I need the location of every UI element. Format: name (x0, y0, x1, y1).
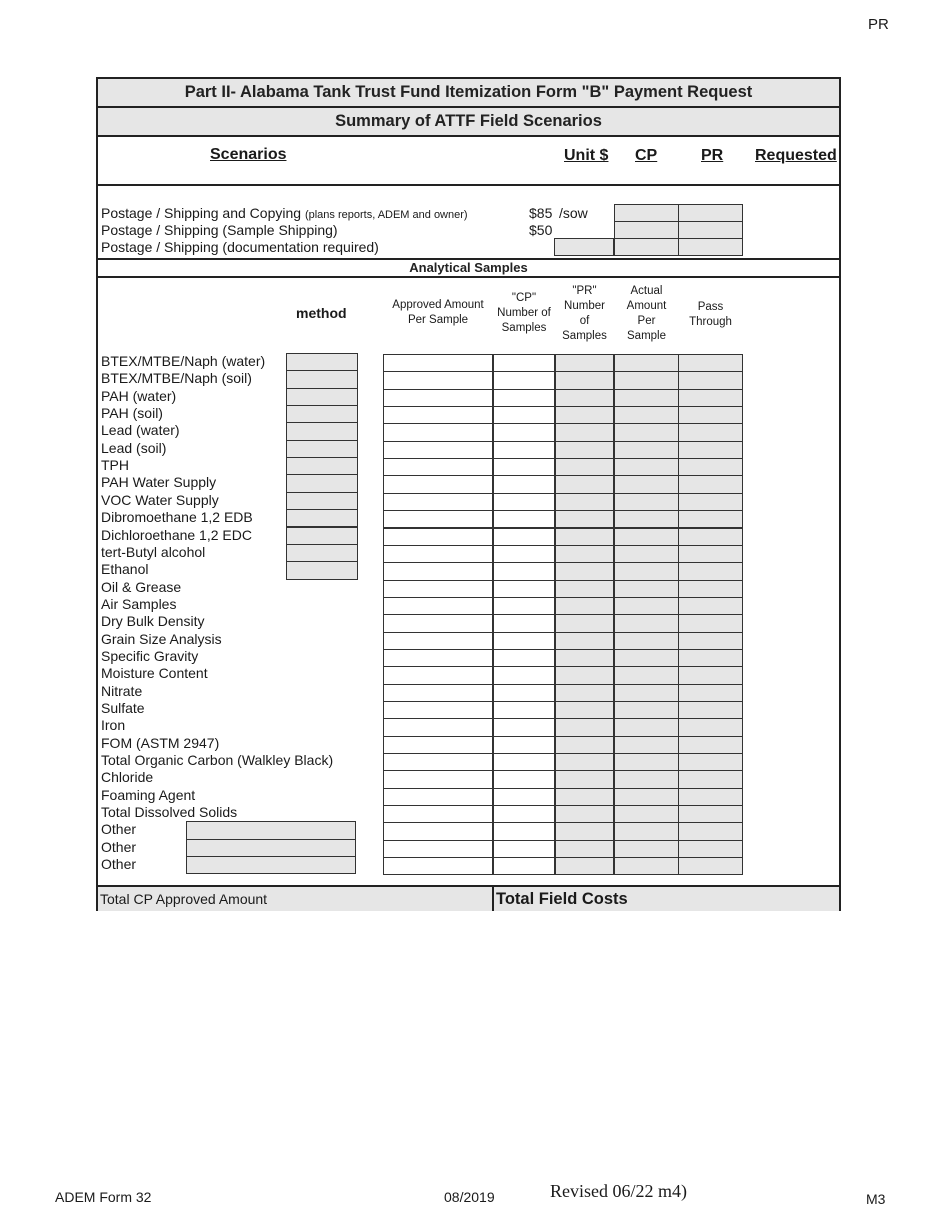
actual-header (614, 284, 679, 344)
other-description-cell[interactable] (186, 821, 356, 839)
analytical-row-label: Total Dissolved Solids (101, 804, 238, 821)
pass-through-cell[interactable] (678, 753, 743, 771)
actual-amount-cell[interactable] (614, 441, 679, 459)
actual-amount-cell[interactable] (614, 684, 679, 702)
other-description-cell[interactable] (186, 856, 356, 874)
pr-samples-cell[interactable] (555, 562, 614, 580)
pass-through-cell[interactable] (678, 632, 743, 650)
postage-unit-1: /sow (559, 205, 588, 221)
cp-samples-cell[interactable] (493, 649, 555, 667)
approved-amount-cell[interactable] (383, 493, 493, 511)
pass-through-cell[interactable] (678, 354, 743, 372)
postage-pr-1[interactable] (678, 204, 743, 222)
cp-samples-cell[interactable] (493, 562, 555, 580)
method-cell[interactable] (286, 457, 358, 475)
cp-samples-cell[interactable] (493, 718, 555, 736)
pr-samples-cell[interactable] (555, 857, 614, 875)
cp-samples-cell[interactable] (493, 822, 555, 840)
pr-samples-cell[interactable] (555, 528, 614, 546)
analytical-row-label: Dibromoethane 1,2 EDB (101, 509, 253, 526)
cp-samples-cell[interactable] (493, 580, 555, 598)
postage-label: Postage / Shipping and Copying (101, 205, 302, 221)
analytical-row-label: BTEX/MTBE/Naph (water) (101, 353, 266, 369)
actual-amount-cell[interactable] (614, 614, 679, 632)
approved-amount-cell[interactable] (383, 614, 493, 632)
analytical-row-label: Nitrate (101, 682, 143, 699)
actual-amount-cell[interactable] (614, 805, 679, 823)
actual-amount-cell[interactable] (614, 528, 679, 546)
cp-samples-cell[interactable] (493, 423, 555, 441)
cp-samples-cell[interactable] (493, 788, 555, 806)
pr-samples-cell[interactable] (555, 493, 614, 511)
pass-through-cell[interactable] (678, 649, 743, 667)
approved-amount-cell[interactable] (383, 701, 493, 719)
analytical-row-label: Dry Bulk Density (101, 613, 205, 630)
footer-code: M3 (866, 1191, 886, 1207)
cp-samples-cell[interactable] (493, 371, 555, 389)
analytical-row-label: Dichloroethane 1,2 EDC (101, 526, 252, 543)
actual-amount-cell[interactable] (614, 701, 679, 719)
pr-samples-cell[interactable] (555, 475, 614, 493)
analytical-row-label: Other (101, 821, 137, 838)
method-header: method (296, 305, 347, 321)
pass-through-cell[interactable] (678, 822, 743, 840)
analytical-row-label: Total Organic Carbon (Walkley Black) (101, 752, 334, 769)
cp-samples-cell[interactable] (493, 406, 555, 424)
postage-cp-2[interactable] (614, 221, 679, 239)
cp-samples-cell[interactable] (493, 389, 555, 407)
postage-price-1: $85 (529, 205, 553, 221)
approved-amount-cell[interactable] (383, 545, 493, 563)
cp-samples-cell[interactable] (493, 354, 555, 372)
postage-unit-3[interactable] (554, 238, 614, 256)
actual-amount-cell[interactable] (614, 857, 679, 875)
cp-samples-cell[interactable] (493, 528, 555, 546)
pr-samples-header (555, 284, 614, 344)
analytical-row-label: tert-Butyl alcohol (101, 543, 206, 560)
pr-samples-cell[interactable] (555, 441, 614, 459)
postage-cp-3[interactable] (614, 238, 679, 256)
pass-through-cell[interactable] (678, 736, 743, 754)
approved-amount-cell[interactable] (383, 718, 493, 736)
footer-date: 08/2019 (444, 1189, 495, 1205)
corner-label: PR (868, 16, 889, 33)
total-cp-approved: Total CP Approved Amount (98, 887, 492, 911)
approved-amount-cell[interactable] (383, 770, 493, 788)
method-cell[interactable] (286, 370, 358, 388)
pr-samples-cell[interactable] (555, 632, 614, 650)
method-cell[interactable] (286, 353, 358, 371)
pr-samples-cell[interactable] (555, 389, 614, 407)
col-requested: Requested (755, 147, 837, 164)
actual-amount-cell[interactable] (614, 788, 679, 806)
pr-samples-cell[interactable] (555, 458, 614, 476)
actual-amount-cell[interactable] (614, 753, 679, 771)
total-field-costs: Total Field Costs (494, 887, 839, 911)
cp-samples-cell[interactable] (493, 597, 555, 615)
actual-amount-cell[interactable] (614, 475, 679, 493)
analytical-row-label: Lead (water) (101, 422, 180, 439)
cp-samples-cell[interactable] (493, 701, 555, 719)
analytical-row-label: BTEX/MTBE/Naph (soil) (101, 370, 252, 387)
postage-note: (plans reports, ADEM and owner) (304, 209, 468, 221)
analytical-row-label: PAH (water) (101, 387, 177, 404)
analytical-row-label: Foaming Agent (101, 786, 196, 803)
pr-samples-cell[interactable] (555, 822, 614, 840)
analytical-row-label: Other (101, 838, 137, 855)
postage-pr-2[interactable] (678, 221, 743, 239)
pass-through-cell[interactable] (678, 718, 743, 736)
approved-amount-cell[interactable] (383, 580, 493, 598)
postage-price-2: $50 (529, 222, 553, 238)
approved-amount-cell[interactable] (383, 857, 493, 875)
approved-amount-cell[interactable] (383, 371, 493, 389)
footer-revised: Revised 06/22 m4) (550, 1181, 687, 1201)
analytical-row-label: Lead (soil) (101, 439, 167, 456)
header-line: Per Sample (407, 314, 469, 326)
cp-samples-cell[interactable] (493, 770, 555, 788)
pass-through-cell[interactable] (678, 441, 743, 459)
analytical-row-label: Iron (101, 717, 126, 734)
header-line: Samples (562, 330, 607, 342)
pr-samples-cell[interactable] (555, 770, 614, 788)
actual-amount-cell[interactable] (614, 493, 679, 511)
pass-through-cell[interactable] (678, 684, 743, 702)
analytical-row-label: Specific Gravity (101, 647, 199, 664)
approved-amount-cell[interactable] (383, 649, 493, 667)
pr-samples-cell[interactable] (555, 580, 614, 598)
form-title: Part II- Alabama Tank Trust Fund Itemization Form "B" Payment Request (98, 79, 839, 106)
postage-cp-1[interactable] (614, 204, 679, 222)
pr-samples-cell[interactable] (555, 736, 614, 754)
other-description-cell[interactable] (186, 839, 356, 857)
header-line: Per (637, 315, 656, 327)
approved-amount-cell[interactable] (383, 684, 493, 702)
cp-samples-cell[interactable] (493, 510, 555, 528)
actual-amount-cell[interactable] (614, 510, 679, 528)
pr-samples-cell[interactable] (555, 718, 614, 736)
pr-samples-cell[interactable] (555, 805, 614, 823)
pass-through-cell[interactable] (678, 493, 743, 511)
approved-amount-cell[interactable] (383, 840, 493, 858)
pr-samples-cell[interactable] (555, 701, 614, 719)
pass-through-cell[interactable] (678, 545, 743, 563)
pass-through-cell[interactable] (678, 389, 743, 407)
pass-through-cell[interactable] (678, 666, 743, 684)
col-scenarios: Scenarios (210, 146, 287, 163)
analytical-row-label: Ethanol (101, 561, 149, 578)
cp-samples-cell[interactable] (493, 458, 555, 476)
analytical-row-label: TPH (101, 457, 129, 474)
postage-row-1 (101, 205, 468, 221)
method-cell[interactable] (286, 509, 358, 527)
approved-amount-cell[interactable] (383, 753, 493, 771)
analytical-row-label: Other (101, 856, 137, 873)
pr-samples-cell[interactable] (555, 666, 614, 684)
pass-through-cell[interactable] (678, 805, 743, 823)
actual-amount-cell[interactable] (614, 718, 679, 736)
approved-amount-cell[interactable] (383, 736, 493, 754)
postage-row-3: Postage / Shipping (documentation required) (101, 239, 379, 255)
cp-samples-cell[interactable] (493, 840, 555, 858)
approved-amount-cell[interactable] (383, 632, 493, 650)
actual-amount-cell[interactable] (614, 406, 679, 424)
approved-amount-cell[interactable] (383, 597, 493, 615)
pr-samples-cell[interactable] (555, 354, 614, 372)
pass-through-cell[interactable] (678, 510, 743, 528)
cp-samples-cell[interactable] (493, 753, 555, 771)
cp-samples-cell[interactable] (493, 614, 555, 632)
approved-amount-cell[interactable] (383, 805, 493, 823)
header-line: of (579, 315, 590, 327)
pr-samples-cell[interactable] (555, 597, 614, 615)
actual-amount-cell[interactable] (614, 458, 679, 476)
cp-samples-cell[interactable] (493, 441, 555, 459)
header-line: Through (689, 316, 732, 328)
header-line: Approved Amount (392, 299, 484, 311)
pr-samples-cell[interactable] (555, 406, 614, 424)
form-subtitle: Summary of ATTF Field Scenarios (98, 108, 839, 135)
postage-row-2: Postage / Shipping (Sample Shipping) (101, 222, 338, 238)
pass-through-cell[interactable] (678, 857, 743, 875)
pass-through-cell[interactable] (678, 701, 743, 719)
pass-through-cell[interactable] (678, 528, 743, 546)
cp-samples-cell[interactable] (493, 857, 555, 875)
header-line: Samples (501, 322, 547, 334)
pass-through-cell[interactable] (678, 840, 743, 858)
actual-amount-cell[interactable] (614, 840, 679, 858)
actual-amount-cell[interactable] (614, 423, 679, 441)
analytical-row-label: PAH (soil) (101, 405, 163, 422)
approved-amount-cell[interactable] (383, 528, 493, 546)
method-cell[interactable] (286, 527, 358, 545)
header-line: "PR" (572, 285, 597, 297)
analytical-title: Analytical Samples (409, 260, 528, 275)
approved-amount-cell[interactable] (383, 788, 493, 806)
approved-header (383, 298, 493, 328)
postage-pr-3[interactable] (678, 238, 743, 256)
col-pr: PR (701, 147, 724, 164)
analytical-row-label: PAH Water Supply (101, 474, 217, 491)
analytical-row-label: Sulfate (101, 700, 145, 716)
cp-samples-cell[interactable] (493, 475, 555, 493)
analytical-row-label: FOM (ASTM 2947) (101, 734, 220, 751)
approved-amount-cell[interactable] (383, 389, 493, 407)
pr-samples-cell[interactable] (555, 649, 614, 667)
header-line: Number of (497, 307, 551, 319)
pr-samples-cell[interactable] (555, 753, 614, 771)
actual-amount-cell[interactable] (614, 597, 679, 615)
cp-samples-cell[interactable] (493, 736, 555, 754)
method-cell[interactable] (286, 388, 358, 406)
approved-amount-cell[interactable] (383, 822, 493, 840)
method-cell[interactable] (286, 474, 358, 492)
method-cell[interactable] (286, 561, 358, 579)
cp-samples-cell[interactable] (493, 545, 555, 563)
method-cell[interactable] (286, 405, 358, 423)
header-line: Amount (626, 300, 667, 312)
actual-amount-cell[interactable] (614, 770, 679, 788)
cp-samples-cell[interactable] (493, 493, 555, 511)
pass-through-cell[interactable] (678, 770, 743, 788)
actual-amount-cell[interactable] (614, 354, 679, 372)
analytical-row-label: Chloride (101, 769, 154, 786)
header-line: Actual (630, 285, 663, 297)
pr-samples-cell[interactable] (555, 545, 614, 563)
header-line: Pass (697, 301, 724, 313)
col-cp: CP (635, 147, 658, 164)
approved-amount-cell[interactable] (383, 441, 493, 459)
pr-samples-cell[interactable] (555, 423, 614, 441)
actual-amount-cell[interactable] (614, 545, 679, 563)
pass-through-cell[interactable] (678, 406, 743, 424)
method-cell[interactable] (286, 492, 358, 510)
pr-samples-cell[interactable] (555, 371, 614, 389)
itemization-form (96, 77, 841, 911)
approved-amount-cell[interactable] (383, 458, 493, 476)
header-line: "CP" (511, 292, 537, 304)
analytical-row-label: Oil & Grease (101, 578, 182, 595)
actual-amount-cell[interactable] (614, 649, 679, 667)
pr-samples-cell[interactable] (555, 840, 614, 858)
actual-amount-cell[interactable] (614, 562, 679, 580)
pass-through-cell[interactable] (678, 475, 743, 493)
method-cell[interactable] (286, 422, 358, 440)
analytical-row-label: Grain Size Analysis (101, 630, 222, 647)
approved-amount-cell[interactable] (383, 475, 493, 493)
pass-through-cell[interactable] (678, 580, 743, 598)
pass-header (678, 300, 743, 330)
cp-samples-cell[interactable] (493, 805, 555, 823)
footer-form-name: ADEM Form 32 (55, 1189, 152, 1205)
approved-amount-cell[interactable] (383, 510, 493, 528)
pr-samples-cell[interactable] (555, 614, 614, 632)
actual-amount-cell[interactable] (614, 580, 679, 598)
analytical-row-label: Air Samples (101, 595, 177, 612)
pass-through-cell[interactable] (678, 423, 743, 441)
pr-samples-cell[interactable] (555, 510, 614, 528)
pass-through-cell[interactable] (678, 562, 743, 580)
actual-amount-cell[interactable] (614, 666, 679, 684)
header-line: Sample (627, 330, 666, 342)
approved-amount-cell[interactable] (383, 406, 493, 424)
actual-amount-cell[interactable] (614, 389, 679, 407)
cp-samples-cell[interactable] (493, 666, 555, 684)
approved-amount-cell[interactable] (383, 666, 493, 684)
approved-amount-cell[interactable] (383, 562, 493, 580)
pass-through-cell[interactable] (678, 614, 743, 632)
pass-through-cell[interactable] (678, 458, 743, 476)
analytical-row-label: VOC Water Supply (101, 491, 219, 508)
actual-amount-cell[interactable] (614, 822, 679, 840)
header-line: Number (564, 300, 605, 312)
pass-through-cell[interactable] (678, 788, 743, 806)
method-cell[interactable] (286, 544, 358, 562)
pr-samples-cell[interactable] (555, 788, 614, 806)
actual-amount-cell[interactable] (614, 371, 679, 389)
approved-amount-cell[interactable] (383, 354, 493, 372)
actual-amount-cell[interactable] (614, 736, 679, 754)
approved-amount-cell[interactable] (383, 423, 493, 441)
col-unit: Unit $ (564, 147, 609, 164)
cp-samples-cell[interactable] (493, 684, 555, 702)
analytical-row-label: Moisture Content (101, 665, 208, 682)
pass-through-cell[interactable] (678, 371, 743, 389)
pass-through-cell[interactable] (678, 597, 743, 615)
cp-samples-header (493, 291, 555, 336)
actual-amount-cell[interactable] (614, 632, 679, 650)
cp-samples-cell[interactable] (493, 632, 555, 650)
method-cell[interactable] (286, 440, 358, 458)
pr-samples-cell[interactable] (555, 684, 614, 702)
